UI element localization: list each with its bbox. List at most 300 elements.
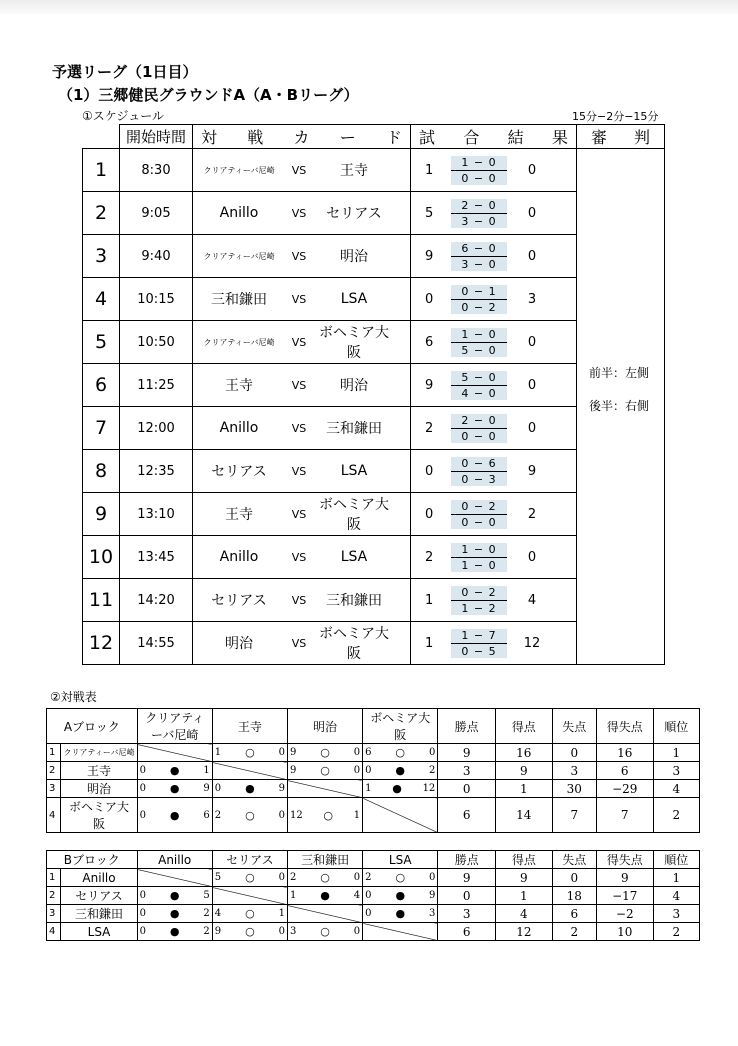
half-scores [451, 500, 507, 529]
loss-mark-icon: ● [392, 782, 402, 795]
match-number: 3 [83, 235, 120, 278]
match-teams [193, 235, 410, 277]
goals-against: 0 [278, 809, 285, 821]
score-left: 1 [425, 162, 434, 178]
half-scores [451, 457, 507, 486]
start-time-header: 開始時間 [120, 125, 193, 149]
team-left: 王寺 [225, 507, 253, 523]
win-mark-icon: ○ [245, 808, 255, 822]
loss-mark-icon: ● [395, 764, 406, 777]
first-half-score: 1 − 0 [451, 543, 507, 558]
second-half-score: 1 − 2 [451, 601, 507, 615]
referee-spacer [577, 149, 664, 364]
score-right: 3 [527, 291, 537, 307]
result-box [411, 235, 576, 277]
match-number: 5 [83, 321, 120, 364]
result-cell [212, 923, 287, 941]
match-result [411, 579, 577, 622]
team-right: 明治 [340, 249, 368, 265]
row-index: 1 [47, 744, 61, 762]
result-cell-content [215, 907, 285, 920]
stat-value: 9 [438, 869, 496, 887]
goals-for: 1 [289, 890, 297, 901]
match-card [193, 192, 411, 235]
result-cell-content [215, 925, 285, 938]
stat-value: 4 [653, 887, 699, 905]
match-card [193, 364, 411, 407]
win-mark-icon: ○ [323, 808, 334, 822]
opponent-header: 三和鎌田 [287, 851, 362, 869]
half-scores [451, 156, 507, 185]
standings-row [47, 762, 700, 780]
second-half-score: 0 − 0 [451, 429, 507, 443]
half-scores [451, 242, 507, 271]
match-card [193, 278, 411, 321]
score-left: 5 [425, 205, 434, 221]
venue-title: （1）三郷健民グラウンドA（A・Bリーグ） [58, 86, 359, 104]
score-left: 0 [425, 291, 434, 307]
result-box [411, 450, 576, 492]
win-mark-icon: ○ [320, 925, 330, 938]
result-cell [363, 780, 438, 798]
score-left: 1 [425, 635, 434, 651]
vs-label: VS [291, 292, 307, 306]
stat-value: 0 [552, 744, 596, 762]
vs-label: VS [291, 550, 307, 564]
team-name: LSA [61, 923, 137, 941]
match-time: 14:55 [120, 622, 193, 665]
result-cell-content [290, 746, 360, 759]
stat-value: 1 [653, 869, 699, 887]
loss-mark-icon: ● [169, 808, 180, 822]
result-box [411, 149, 576, 191]
team-name: セリアス [61, 887, 137, 905]
team-left: セリアス [211, 593, 267, 609]
referee-header [577, 125, 665, 149]
block-a-table [46, 708, 700, 833]
result-box [411, 622, 576, 664]
result-cell-content [365, 782, 435, 795]
stat-value: 4 [496, 905, 553, 923]
team-left: Anillo [219, 549, 259, 565]
stat-value: 3 [653, 762, 699, 780]
result-cell [212, 780, 287, 798]
first-half-score: 2 − 0 [451, 414, 507, 429]
score-right: 0 [527, 205, 537, 221]
result-cell-content [290, 925, 360, 938]
result-cell [212, 744, 287, 762]
result-cell-content [140, 925, 210, 938]
result-cell [137, 762, 212, 780]
result-cell [287, 923, 362, 941]
goals-against: 1 [278, 908, 285, 919]
stat-header: 得点 [495, 709, 552, 744]
team-right: 三和鎌田 [326, 421, 382, 437]
block-name: Bブロック [47, 851, 138, 869]
stat-header: 勝点 [438, 709, 496, 744]
win-mark-icon: ○ [320, 764, 330, 777]
vs-label: VS [291, 249, 307, 263]
second-half-score: 5 − 0 [451, 343, 507, 357]
no-header [83, 125, 120, 149]
score-right: 12 [523, 635, 541, 651]
second-half-score: 4 − 0 [451, 386, 507, 400]
vs-label: VS [291, 507, 307, 521]
stat-header: 失点 [552, 709, 596, 744]
stat-value: 3 [653, 905, 699, 923]
match-number: 1 [83, 149, 120, 192]
result-box [411, 278, 576, 320]
opponent-header: 王寺 [212, 709, 287, 744]
goals-against: 5 [203, 890, 210, 901]
stat-header: 勝点 [438, 851, 496, 869]
score-right: 2 [527, 506, 537, 522]
score-left: 0 [425, 506, 434, 522]
schedule-header-row [83, 125, 665, 149]
match-time: 13:45 [120, 536, 193, 579]
card-header-char: ド [385, 128, 402, 147]
win-mark-icon: ○ [245, 871, 255, 884]
win-mark-icon: ○ [245, 925, 255, 938]
match-result [411, 235, 577, 278]
stat-value: 1 [495, 780, 552, 798]
first-half-score: 6 − 0 [451, 242, 507, 257]
score-right: 0 [527, 248, 537, 264]
self-cell [137, 744, 212, 762]
goals-for: 0 [365, 890, 372, 901]
block-b-table [46, 850, 700, 941]
stat-value: 18 [552, 887, 596, 905]
match-card [193, 235, 411, 278]
match-card [193, 450, 411, 493]
goals-against: 6 [203, 809, 210, 821]
block-name: Aブロック [47, 709, 138, 744]
match-time: 9:05 [120, 192, 193, 235]
stat-value: 0 [552, 869, 596, 887]
result-cell-content [365, 889, 435, 902]
goals-for: 9 [214, 926, 222, 937]
stat-header: 得点 [496, 851, 553, 869]
first-half-score: 2 − 0 [451, 199, 507, 214]
half-scores [451, 414, 507, 443]
goals-for: 4 [214, 908, 222, 919]
half-scores [451, 328, 507, 357]
stat-value: 6 [552, 905, 596, 923]
stat-value: 3 [552, 762, 596, 780]
result-cell [287, 887, 362, 905]
score-left: 9 [425, 377, 434, 393]
goals-for: 0 [139, 783, 146, 794]
stat-header: 得失点 [596, 709, 653, 744]
standings-row [47, 744, 700, 762]
match-result [411, 450, 577, 493]
team-right: LSA [340, 291, 368, 307]
match-result [411, 407, 577, 450]
half-scores [451, 285, 507, 314]
result-cell-content [215, 782, 285, 795]
opponent-header: Anillo [137, 851, 212, 869]
viewer-top-bar [0, 0, 738, 14]
team-left: 王寺 [225, 378, 253, 394]
goals-for: 2 [365, 872, 372, 883]
match-number: 6 [83, 364, 120, 407]
loss-mark-icon: ● [169, 782, 180, 795]
second-half-score: 0 − 3 [451, 472, 507, 486]
stat-value: 9 [496, 869, 553, 887]
match-card [193, 321, 411, 364]
score-right: 0 [527, 549, 537, 565]
self-cell [287, 905, 362, 923]
match-number: 2 [83, 192, 120, 235]
stat-value: −17 [596, 887, 653, 905]
match-number: 9 [83, 493, 120, 536]
self-cell [212, 887, 287, 905]
first-half-score: 0 − 1 [451, 285, 507, 300]
referee-cell [577, 149, 665, 665]
first-half-score: 1 − 7 [451, 629, 507, 644]
result-cell-content [140, 764, 210, 777]
goals-against: 3 [428, 908, 436, 919]
score-left: 1 [425, 592, 434, 608]
result-cell-content [215, 871, 285, 884]
vs-label: VS [291, 421, 307, 435]
result-box [411, 192, 576, 234]
goals-for: 2 [289, 872, 297, 883]
score-left: 9 [425, 248, 434, 264]
team-name: クリアティーバ尼崎 [61, 744, 137, 762]
goals-against: 0 [428, 747, 436, 758]
score-left: 2 [425, 549, 434, 565]
team-right: LSA [340, 549, 368, 565]
match-time: 13:10 [120, 493, 193, 536]
goals-against: 9 [428, 890, 436, 901]
match-result [411, 149, 577, 192]
result-box [411, 579, 576, 621]
stat-value: 7 [552, 798, 596, 833]
stat-value: 16 [495, 744, 552, 762]
referee-note: 後半：右側 [589, 399, 650, 413]
result-header-char: 果 [551, 128, 568, 147]
team-name: ボヘミア大阪 [61, 798, 137, 833]
standings-header-row [47, 709, 700, 744]
match-time: 12:00 [120, 407, 193, 450]
match-number: 11 [83, 579, 120, 622]
goals-against: 0 [278, 747, 285, 758]
result-cell-content [365, 907, 435, 920]
standings-row [47, 798, 700, 833]
team-right: 王寺 [340, 163, 368, 179]
match-result [411, 192, 577, 235]
standings-row [47, 869, 700, 887]
second-half-score: 0 − 0 [451, 171, 507, 185]
loss-mark-icon: ● [169, 907, 180, 920]
result-cell-content [365, 764, 435, 777]
card-header-char: ー [339, 128, 356, 147]
goals-against: 0 [428, 872, 436, 883]
score-right: 0 [527, 377, 537, 393]
vs-label: VS [291, 636, 307, 650]
self-cell [212, 762, 287, 780]
card-header-char: 戦 [247, 128, 264, 147]
match-number: 12 [83, 622, 120, 665]
loss-mark-icon: ● [169, 764, 180, 777]
first-half-score: 0 − 2 [451, 586, 507, 601]
team-name: 明治 [61, 780, 137, 798]
win-mark-icon: ○ [245, 746, 255, 759]
stat-header: 失点 [552, 851, 596, 869]
result-cell [287, 869, 362, 887]
result-cell [363, 887, 438, 905]
first-half-score: 1 − 0 [451, 156, 507, 171]
first-half-score: 1 − 0 [451, 328, 507, 343]
stat-value: 6 [438, 923, 496, 941]
goals-against: 4 [353, 890, 361, 901]
result-cell [287, 744, 362, 762]
goals-against: 0 [353, 872, 361, 883]
match-row [83, 149, 665, 192]
result-cell-content [140, 809, 210, 822]
result-box [411, 321, 576, 363]
vs-label: VS [291, 163, 307, 177]
result-header-char: 試 [419, 128, 436, 147]
team-right: ボヘミア大阪 [319, 626, 389, 662]
result-cell [287, 798, 362, 833]
result-cell [212, 905, 287, 923]
loss-mark-icon: ● [320, 889, 330, 902]
stat-value: 0 [438, 887, 496, 905]
result-cell [363, 905, 438, 923]
half-scores [451, 586, 507, 615]
stat-value: 9 [438, 744, 496, 762]
score-right: 4 [527, 592, 537, 608]
row-index: 1 [47, 869, 61, 887]
opponent-header: セリアス [212, 851, 287, 869]
card-header-char: 対 [201, 128, 218, 147]
standings-title: ②対戦表 [50, 690, 97, 704]
match-card [193, 536, 411, 579]
result-cell [137, 905, 212, 923]
result-cell-content [290, 871, 360, 884]
goals-against: 0 [353, 747, 361, 758]
team-left: セリアス [211, 464, 267, 480]
standings-row [47, 887, 700, 905]
stat-header: 順位 [653, 851, 699, 869]
loss-mark-icon: ● [169, 925, 180, 938]
stat-value: 1 [496, 887, 553, 905]
match-teams [193, 192, 410, 234]
result-cell [137, 780, 212, 798]
self-cell [363, 923, 438, 941]
team-right: ボヘミア大阪 [319, 497, 389, 533]
stat-value: 2 [653, 923, 699, 941]
result-cell-content [290, 889, 360, 902]
stat-value: 9 [495, 762, 552, 780]
stat-value: 3 [438, 762, 496, 780]
match-teams [193, 622, 410, 664]
match-time: 10:50 [120, 321, 193, 364]
half-scores [451, 543, 507, 572]
stat-value: 16 [596, 744, 653, 762]
goals-against: 0 [353, 926, 361, 937]
stat-value: 9 [596, 869, 653, 887]
loss-mark-icon: ● [395, 907, 406, 920]
match-number: 7 [83, 407, 120, 450]
loss-mark-icon: ● [395, 889, 406, 902]
opponent-header: ボヘミア大阪 [363, 709, 438, 744]
opponent-header: LSA [363, 851, 438, 869]
win-mark-icon: ○ [320, 746, 330, 759]
match-result [411, 536, 577, 579]
first-half-score: 5 − 0 [451, 371, 507, 386]
goals-for: 9 [289, 747, 297, 758]
half-scores [451, 199, 507, 228]
goals-against: 2 [203, 908, 210, 919]
schedule-title: ①スケジュール [82, 109, 165, 123]
loss-mark-icon: ● [169, 889, 180, 902]
match-number: 8 [83, 450, 120, 493]
second-half-score: 0 − 0 [451, 515, 507, 529]
result-cell [287, 762, 362, 780]
second-half-score: 0 − 5 [451, 644, 507, 658]
second-half-score: 1 − 0 [451, 558, 507, 572]
stat-value: 3 [438, 905, 496, 923]
team-name: 王寺 [61, 762, 137, 780]
goals-for: 5 [214, 872, 222, 883]
match-time: 14:20 [120, 579, 193, 622]
goals-for: 0 [139, 926, 146, 937]
result-cell-content [365, 746, 435, 759]
stat-value: 0 [438, 780, 496, 798]
row-index: 3 [47, 780, 61, 798]
result-cell-content [290, 764, 360, 777]
team-right: 明治 [340, 378, 368, 394]
result-header-char: 合 [463, 128, 480, 147]
match-number: 10 [83, 536, 120, 579]
match-card [193, 493, 411, 536]
match-teams [193, 536, 410, 578]
second-half-score: 3 − 0 [451, 214, 507, 228]
standings-row [47, 780, 700, 798]
schedule-table [82, 124, 665, 665]
team-left: 三和鎌田 [211, 292, 267, 308]
goals-against: 2 [428, 765, 436, 776]
standings-header-row [47, 851, 700, 869]
goals-for: 0 [139, 908, 146, 919]
goals-for: 1 [214, 747, 222, 758]
goals-against: 1 [203, 765, 210, 776]
result-cell-content [290, 809, 360, 822]
match-card [193, 407, 411, 450]
standings-row [47, 923, 700, 941]
team-left: クリアティーバ尼崎 [203, 165, 275, 175]
half-scores [451, 629, 507, 658]
team-right: ボヘミア大阪 [319, 325, 389, 361]
first-half-score: 0 − 6 [451, 457, 507, 472]
vs-label: VS [291, 335, 307, 349]
match-card [193, 622, 411, 665]
match-number: 4 [83, 278, 120, 321]
stat-value: 7 [596, 798, 653, 833]
result-box [411, 364, 576, 406]
self-cell [363, 798, 438, 833]
stat-value: 12 [496, 923, 553, 941]
result-cell [212, 798, 287, 833]
goals-for: 2 [214, 809, 222, 821]
win-mark-icon: ○ [395, 871, 406, 884]
goals-for: 0 [365, 765, 372, 776]
second-half-score: 3 − 0 [451, 257, 507, 271]
result-header [411, 125, 577, 149]
